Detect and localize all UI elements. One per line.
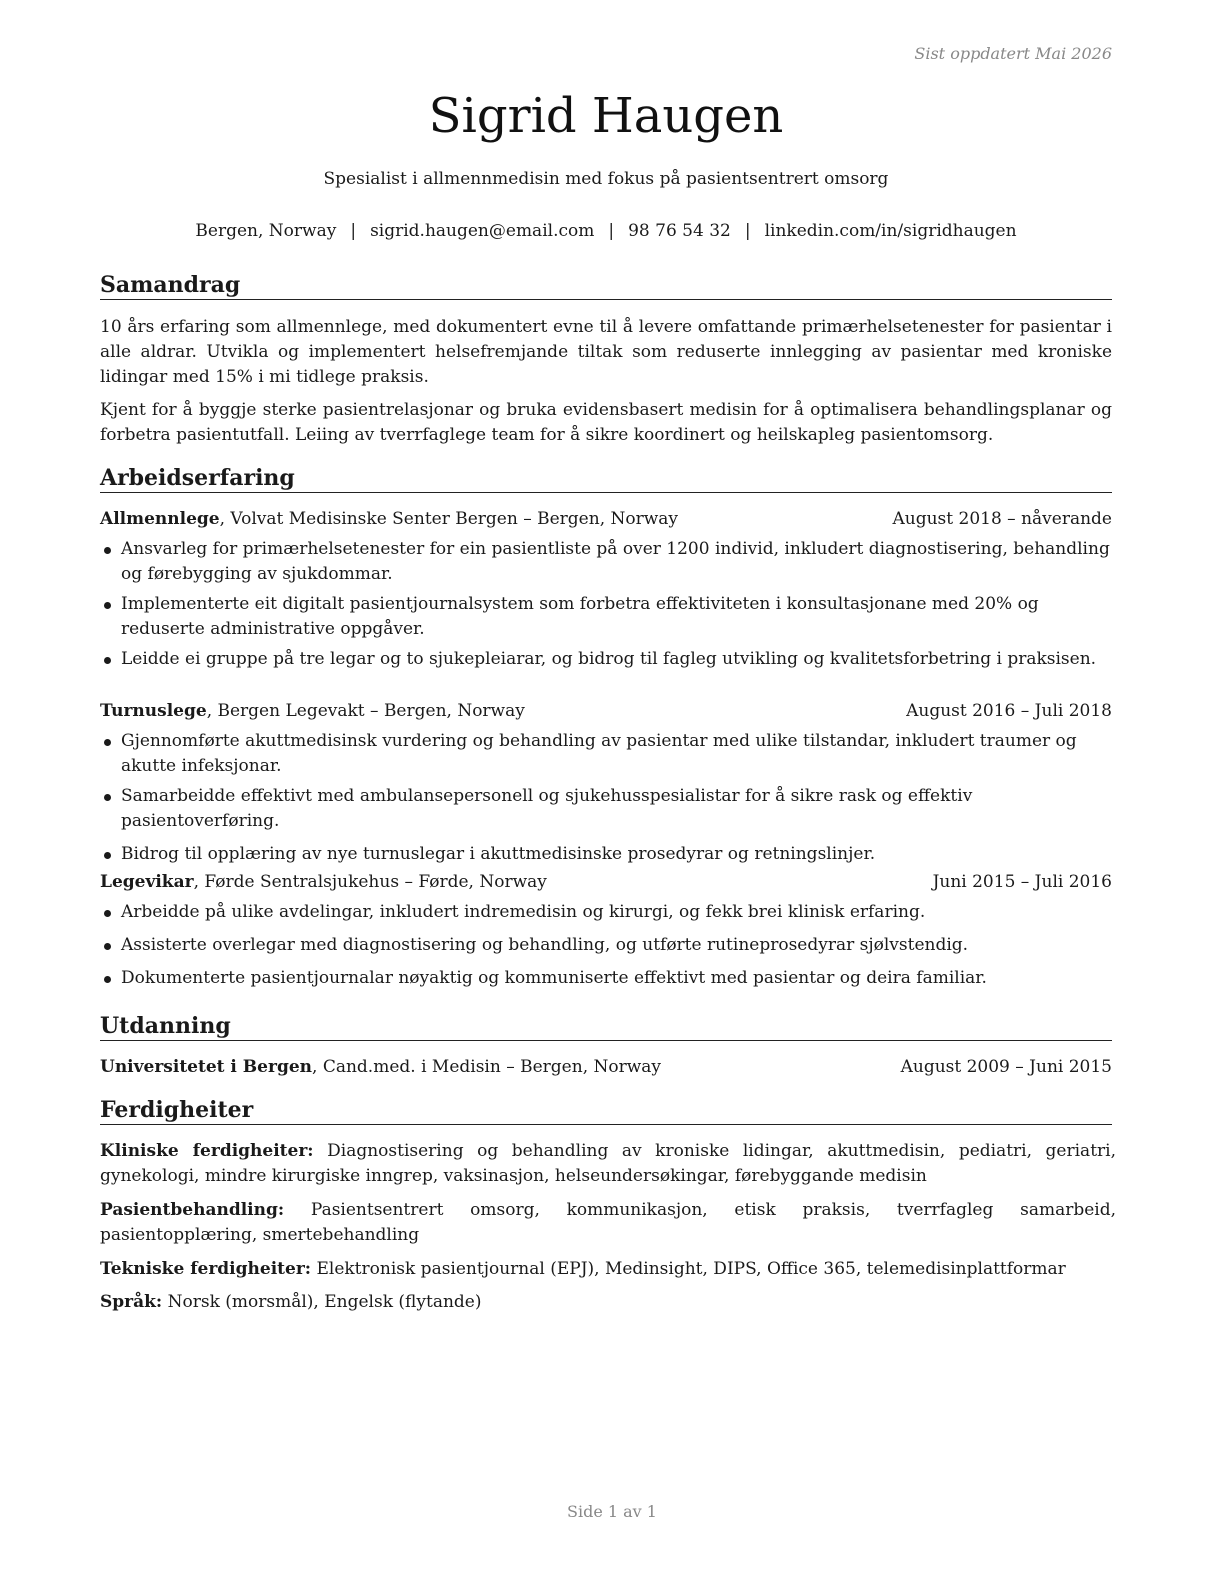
section-title-experience: Arbeidserfaring <box>100 464 1112 493</box>
job-employer: , Førde Sentralsjukehus – Førde, Norway <box>193 872 547 892</box>
section-title-education: Utdanning <box>100 1012 1112 1041</box>
skill-text: Diagnostisering og behandling av kroniske lidingar, akuttmedisin, pediatri, geriatri, gynekologi, mindre kirurgiske inngrep, vaksinasjon, helseundersøkingar, førebyggande medisin <box>100 1141 1116 1186</box>
skill-label: Tekniske ferdigheiter: <box>100 1259 312 1279</box>
job-heading <box>100 507 1112 532</box>
job-bullets <box>100 537 1116 672</box>
education-dates: August 2009 – Juni 2015 <box>900 1057 1112 1077</box>
contact-line <box>100 218 1112 244</box>
list-item: Leidde ei gruppe på tre legar og to sjukepleiarar, og bidrog til fagleg utvikling og kvalitetsforbetring i praksisen. <box>100 647 1116 672</box>
summary-paragraph: 10 års erfaring som allmennlege, med dokumentert evne til å levere omfattande primærhelsetenester for pasientar i alle aldrar. Utvikla og implementert helsefremjande tiltak som reduserte innlegging av pasientar med kroniske lidingar med 15% i mi tidlege praksis. <box>100 317 1112 387</box>
education-school: Universitetet i Bergen <box>100 1057 313 1077</box>
contact-separator: | <box>350 221 357 241</box>
list-item: Implementerte eit digitalt pasientjournalsystem som forbetra effektiviteten i konsultasjonane med 20% og reduserte administrative oppgåver. <box>100 592 1116 642</box>
contact-separator: | <box>608 221 615 241</box>
list-item: Dokumenterte pasientjournalar nøyaktig og kommuniserte effektivt med pasientar og deira familiar. <box>100 966 1116 991</box>
contact-linkedin[interactable]: linkedin.com/in/sigridhaugen <box>764 221 1017 241</box>
contact-separator: | <box>744 221 751 241</box>
list-item: Samarbeidde effektivt med ambulansepersonell og sjukehusspesialistar for å sikre rask og effektiv pasientoverføring. <box>100 784 1116 834</box>
skill-row <box>100 1198 1116 1248</box>
list-item: Assisterte overlegar med diagnostisering og behandling, og utførte rutineprosedyrar sjølvstendig. <box>100 933 1116 958</box>
job-heading <box>100 870 1112 895</box>
skill-text: Pasientsentrert omsorg, kommunikasjon, etisk praksis, tverrfagleg samarbeid, pasientopplæring, smertebehandling <box>100 1200 1116 1245</box>
job-heading <box>100 699 1112 724</box>
contact-phone: 98 76 54 32 <box>628 221 731 241</box>
section-title-summary: Samandrag <box>100 271 1112 300</box>
job-employer: , Bergen Legevakt – Bergen, Norway <box>206 701 525 721</box>
job-role: Legevikar <box>100 872 194 892</box>
list-item: Arbeidde på ulike avdelingar, inkludert indremedisin og kirurgi, og fekk brei klinisk erfaring. <box>100 900 1116 925</box>
section-title-skills: Ferdigheiter <box>100 1096 1112 1125</box>
summary-paragraph: Kjent for å byggje sterke pasientrelasjonar og bruka evidensbasert medisin for å optimalisera behandlingsplanar og forbetra pasientutfall. Leiing av tverrfaglege team for å sikre koordinert og heilskapleg pasientomsorg. <box>100 400 1112 445</box>
list-item: Gjennomførte akuttmedisinsk vurdering og behandling av pasientar med ulike tilstandar, inkludert traumer og akutte infeksjonar. <box>100 729 1116 779</box>
skill-row <box>100 1290 1116 1315</box>
page-footer: Side 1 av 1 <box>567 1502 657 1521</box>
skill-text: Elektronisk pasientjournal (EPJ), Medinsight, DIPS, Office 365, telemedisinplattformar <box>311 1259 1066 1279</box>
contact-location: Bergen, Norway <box>195 221 337 241</box>
skill-row <box>100 1139 1116 1189</box>
job-role: Allmennlege <box>100 509 220 529</box>
job-bullets <box>100 900 1116 991</box>
skill-label: Pasientbehandling: <box>100 1200 285 1220</box>
list-item: Bidrog til opplæring av nye turnuslegar i akuttmedisinske prosedyrar og retningslinjer. <box>100 842 1116 867</box>
skill-label: Språk: <box>100 1292 163 1312</box>
person-name: Sigrid Haugen <box>428 88 784 144</box>
skill-row <box>100 1257 1116 1282</box>
last-updated: Sist oppdatert Mai 2026 <box>914 44 1112 63</box>
job-bullets <box>100 729 1116 867</box>
job-dates: Juni 2015 – Juli 2016 <box>932 872 1112 892</box>
job-role: Turnuslege <box>100 701 207 721</box>
education-degree: , Cand.med. i Medisin – Bergen, Norway <box>312 1057 662 1077</box>
skill-text: Norsk (morsmål), Engelsk (flytande) <box>162 1292 482 1312</box>
contact-email[interactable]: sigrid.haugen@email.com <box>370 221 595 241</box>
tagline: Spesialist i allmennmedisin med fokus på pasientsentrert omsorg <box>323 169 889 189</box>
education-heading <box>100 1055 1112 1080</box>
job-dates: August 2018 – nåverande <box>892 509 1112 529</box>
job-employer: , Volvat Medisinske Senter Bergen – Bergen, Norway <box>219 509 679 529</box>
job-dates: August 2016 – Juli 2018 <box>906 701 1112 721</box>
skill-label: Kliniske ferdigheiter: <box>100 1141 314 1161</box>
list-item: Ansvarleg for primærhelsetenester for ein pasientliste på over 1200 individ, inkludert diagnostisering, behandling og førebygging av sjukdommar. <box>100 537 1116 587</box>
